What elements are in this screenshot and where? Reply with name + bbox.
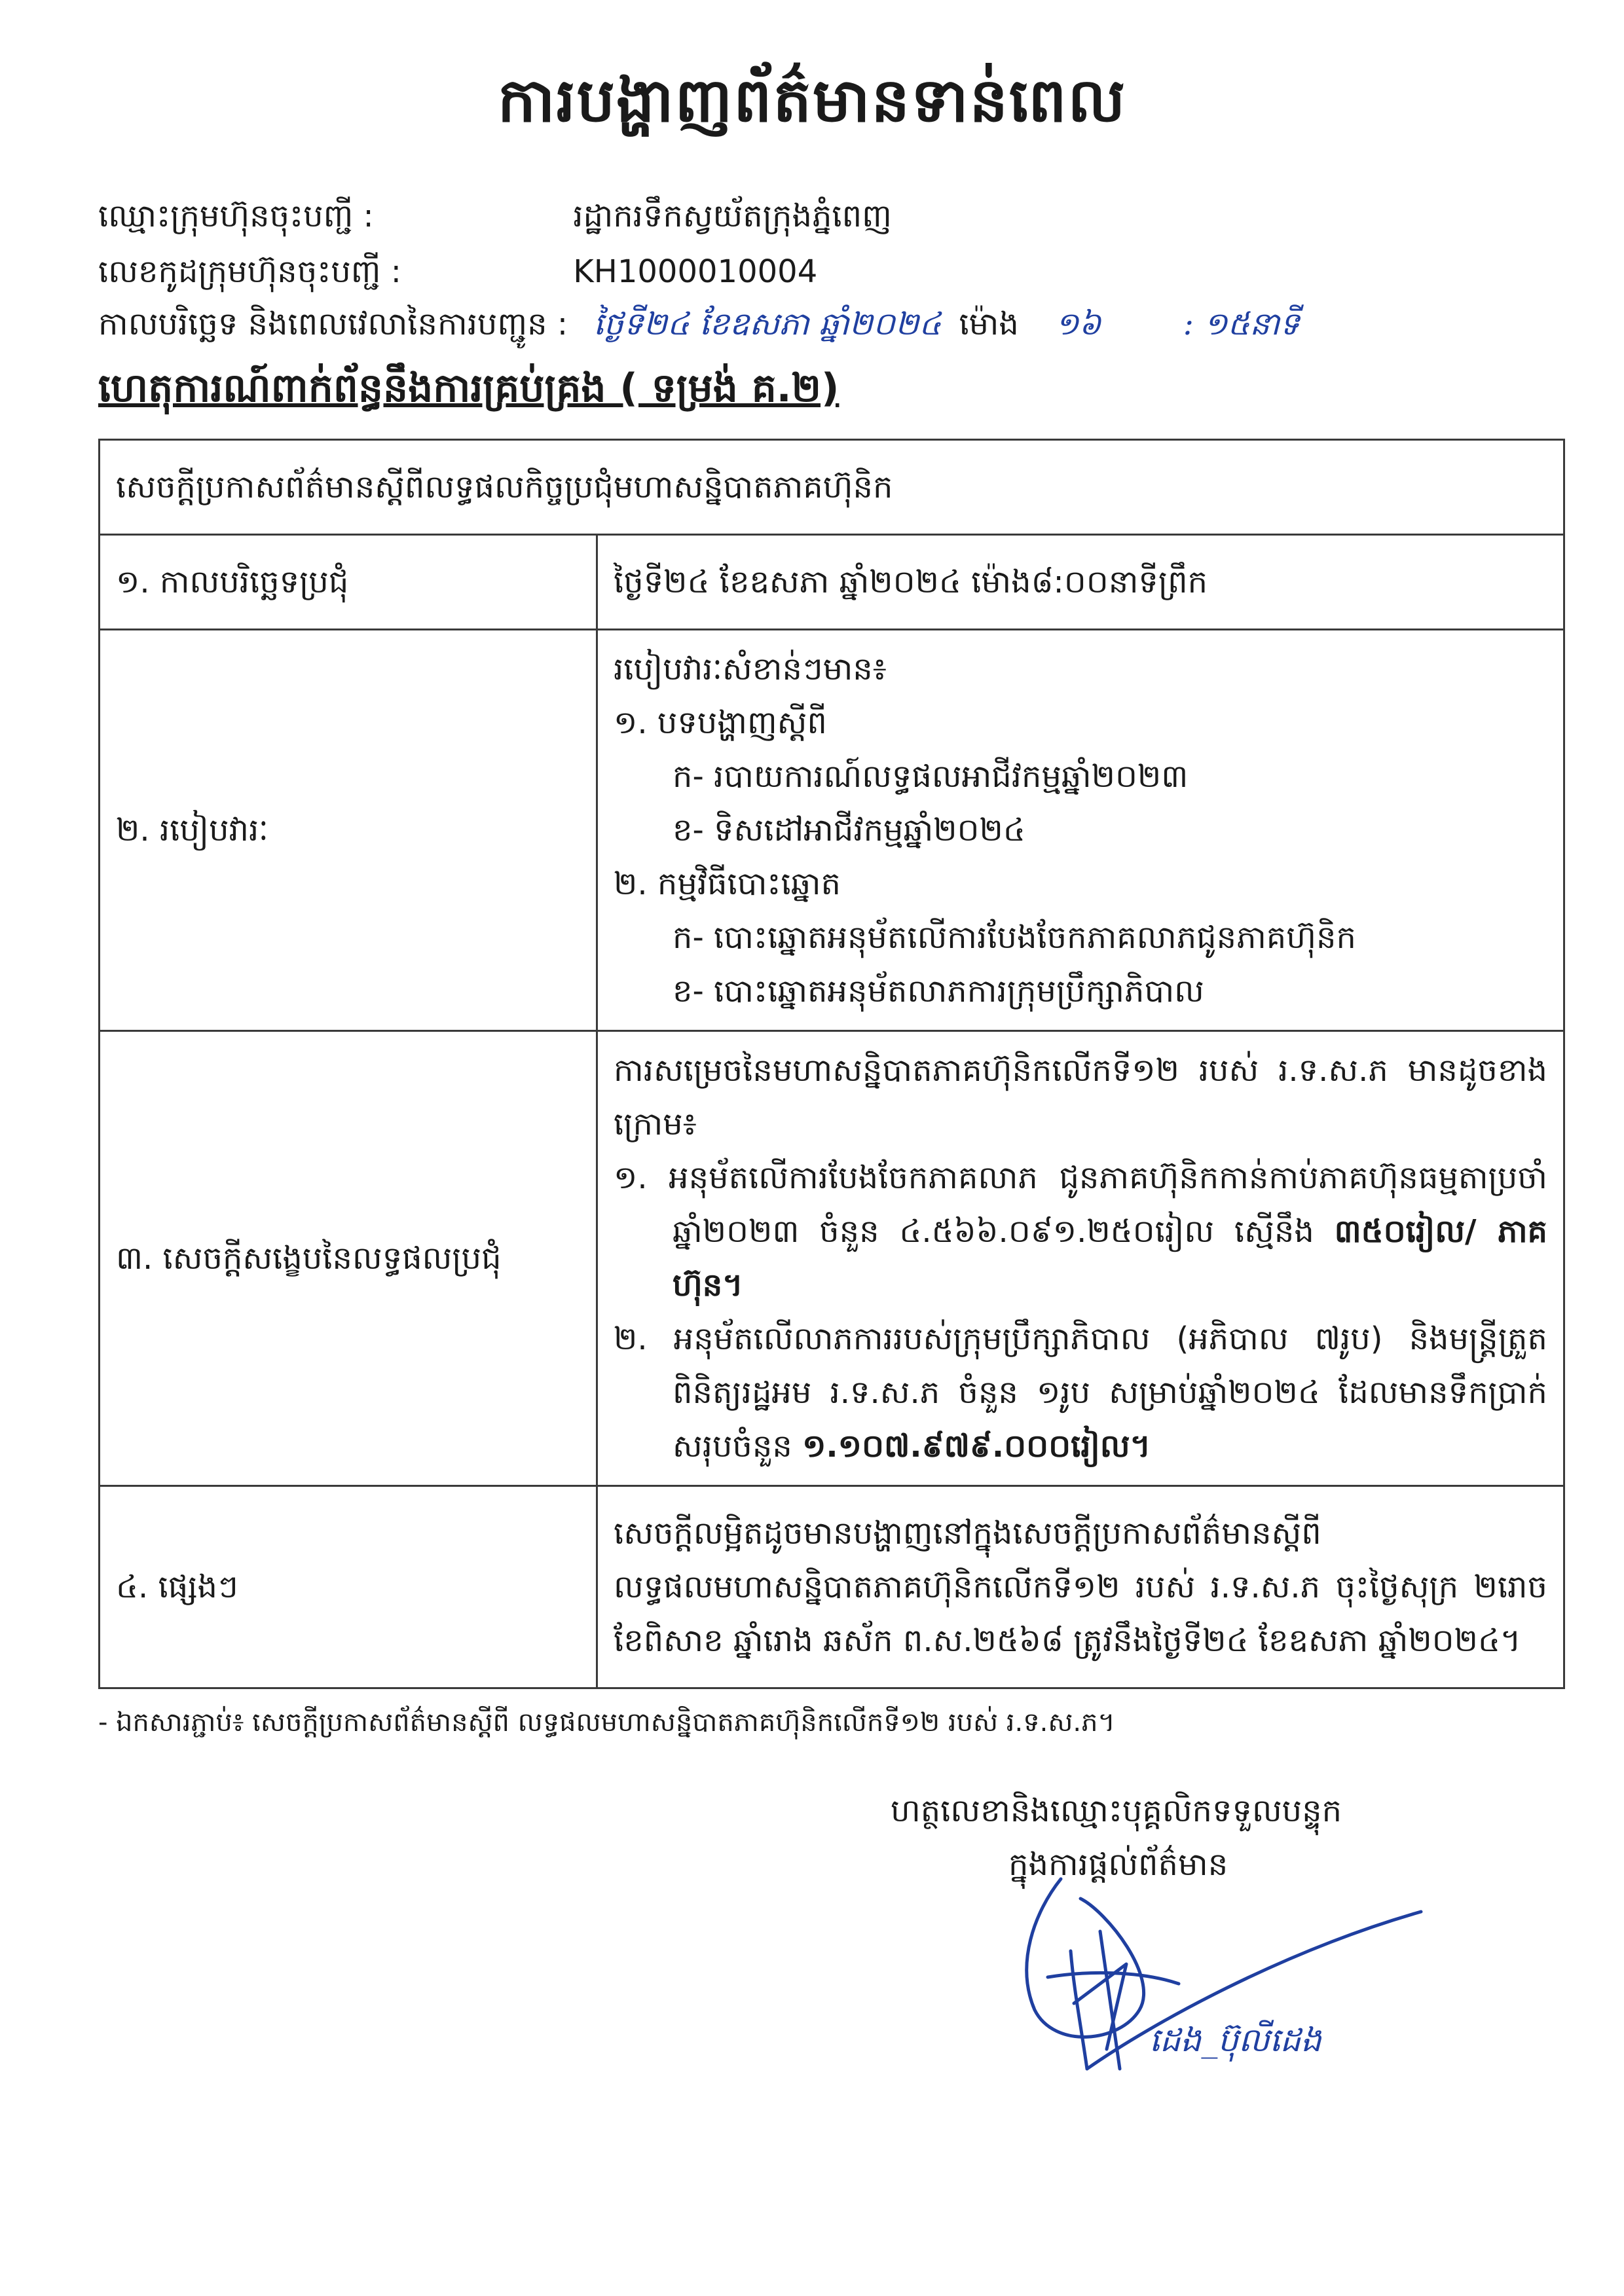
signature-title-line-2: ក្នុងការផ្តល់ព័ត៌មាន — [1008, 1846, 1228, 1883]
sent-hour-handwritten: ១៦ — [1055, 306, 1101, 342]
company-name-value: រដ្ឋាករទឹកស្វយ័តក្រុងភ្នំពេញ — [573, 198, 892, 234]
company-name-row — [98, 196, 892, 242]
agenda-item-1b: ខ- ទិសដៅអាជីវកម្មឆ្នាំ២០២៤ — [673, 812, 1025, 848]
agenda-label: ២. របៀបវារៈ — [100, 630, 597, 1031]
signature-title-line-1: ហត្ថលេខានិងឈ្មោះបុគ្គលិកទទួលបន្ទុក — [891, 1793, 1342, 1829]
notice-cell: សេចក្តីប្រកាសព័ត៌មានស្តីពីលទ្ធផលកិច្ចប្រជុំមហាសន្និបាតភាគហ៊ុនិក — [100, 440, 1564, 535]
agenda-item-1: ១. បទបង្ហាញស្តីពី — [614, 704, 827, 741]
summary-item-1 — [614, 1151, 1547, 1312]
table-row-other — [100, 1486, 1564, 1688]
summary-item-2 — [614, 1312, 1547, 1473]
summary-item-2-text: ២. អនុម័តលើលាភការរបស់ក្រុមប្រឹក្សាភិបាល (អភិបាល ៧រូប) និងមន្ត្រីត្រួតពិនិត្យរដ្ឋអម រ.ទ.ស.ភ ចំនួន ១រូប សម្រាប់ឆ្នាំ២០២៤ ដែលមានទឹកប្រាក់សរុបចំនួន — [614, 1321, 1547, 1465]
agenda-item-2b: ខ- បោះឆ្នោតអនុម័តលាភការក្រុមប្រឹក្សាភិបាល — [673, 973, 1204, 1010]
sent-date-handwritten: ថ្ងៃទី២៤ ខែឧសភា ឆ្នាំ២០២៤ — [593, 306, 942, 342]
other-value: សេចក្តីលម្អិតដូចមានបង្ហាញនៅក្នុងសេចក្តីប្រកាសព័ត៌មានស្តីពី លទ្ធផលមហាសន្និបាតភាគហ៊ុនិកលើកទី១២ របស់ រ.ទ.ស.ភ ចុះថ្ងៃសុក្រ ២រោច ខែពិសាខ ឆ្នាំរោង ឆស័ក ព.ស.២៥៦៨ ត្រូវនឹងថ្ងៃទី២៤ ខែឧសភា ឆ្នាំ២០២៤។ — [597, 1486, 1564, 1688]
company-code-label: លេខកូដក្រុមហ៊ុនចុះបញ្ជី : — [98, 253, 401, 290]
other-label: ៤. ផ្សេងៗ — [100, 1486, 597, 1688]
agenda-cell — [597, 630, 1564, 1031]
summary-item-1-text: ១. អនុម័តលើការបែងចែកភាគលាភ ជូនភាគហ៊ុនិកកាន់កាប់ភាគហ៊ុនធម្មតាប្រចាំឆ្នាំ២០២៣ ចំនួន ៤.៥៦៦.០៩១.២៥០រៀល ស្មើនឹង — [614, 1159, 1547, 1250]
meeting-date-label: ១. កាលបរិច្ឆេទប្រជុំ — [100, 535, 597, 630]
agenda-item-2a: ក- បោះឆ្នោតអនុម័តលើការបែងចែកភាគលាភជូនភាគហ៊ុនិក — [673, 919, 1356, 956]
table-row-notice — [100, 440, 1564, 535]
summary-cell — [597, 1031, 1564, 1486]
summary-label: ៣. សេចក្តីសង្ខេបនៃលទ្ធផលប្រជុំ — [100, 1031, 597, 1486]
section-heading: ហេតុការណ៍ពាក់ព័ន្ធនឹងការគ្រប់គ្រង ( ទម្រង់ គ.២) — [98, 365, 840, 411]
company-code-value: KH1000010004 — [573, 253, 818, 290]
attachment-note: - ឯកសារភ្ជាប់៖ សេចក្តីប្រកាសព័ត៌មានស្តីពី លទ្ធផលមហាសន្និបាតភាគហ៊ុនិកលើកទី១២ របស់ រ.ទ.ស.ភ។ — [98, 1707, 1115, 1738]
agenda-item-1a: ក- របាយការណ៍លទ្ធផលអាជីវកម្មឆ្នាំ២០២៣ — [673, 758, 1189, 795]
company-code-row — [98, 252, 817, 298]
sent-datetime-label: កាលបរិច្ឆេទ និងពេលវេលានៃការបញ្ជូន : — [98, 306, 568, 342]
company-name-label: ឈ្មោះក្រុមហ៊ុនចុះបញ្ជី : — [98, 198, 374, 234]
sent-minute-handwritten: : ១៥នាទី — [1183, 306, 1300, 342]
sent-datetime-row — [98, 304, 1300, 350]
agenda-item-2: ២. កម្មវិធីបោះឆ្នោត — [614, 866, 841, 902]
sent-hour-label: ម៉ោង — [959, 306, 1019, 342]
page-title: ការបង្ហាញព័ត៌មានទាន់ពេល — [497, 65, 1127, 136]
summary-item-1-amount: ៣៥០រៀល/ ភាគហ៊ុន។ — [673, 1213, 1547, 1303]
agenda-intro: របៀបវារៈសំខាន់ៗមាន៖ — [614, 651, 887, 687]
table-row-meeting-date — [100, 535, 1564, 630]
disclosure-table — [98, 439, 1565, 1689]
signatory-name: ដេង_ប៊ុលីដេង — [1149, 2021, 1322, 2059]
summary-intro: ការសម្រេចនៃមហាសន្និបាតភាគហ៊ុនិកលើកទី១២ របស់ រ.ទ.ស.ភ មានដូចខាងក្រោម៖ — [614, 1052, 1547, 1142]
table-row-agenda — [100, 630, 1564, 1031]
table-row-summary — [100, 1031, 1564, 1486]
summary-item-2-amount: ១.១០៧.៩៧៩.០០០រៀល។ — [802, 1428, 1151, 1465]
meeting-date-value: ថ្ងៃទី២៤ ខែឧសភា ឆ្នាំ២០២៤ ម៉ោង៨:០០នាទីព្រឹក — [597, 535, 1564, 630]
